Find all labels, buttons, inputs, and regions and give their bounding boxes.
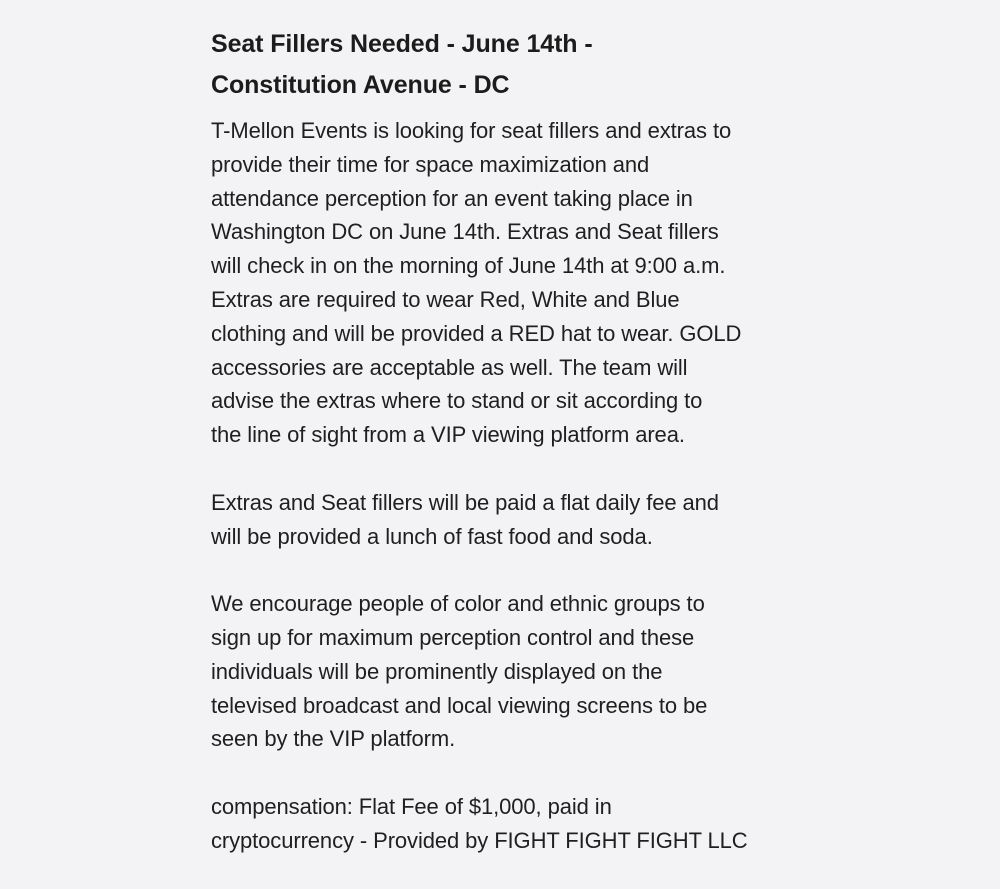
body-line: advise the extras where to stand or sit according to [211,388,703,414]
body-line: will check in on the morning of June 14th at 9:00 a.m. [211,253,726,279]
body-line: Extras and Seat fillers will be paid a flat daily fee and [211,489,719,515]
post-body-paragraph-intro [211,114,811,452]
post-title [211,24,811,106]
body-line: attendance perception for an event taking place in [211,185,693,211]
post-title-line: Constitution Avenue - DC [211,71,510,99]
post-title-line: Seat Fillers Needed - June 14th - [211,30,593,58]
post-body-paragraph-compensation [211,790,811,858]
post-content [211,24,811,858]
body-line: accessories are acceptable as well. The team will [211,354,688,380]
body-line: televised broadcast and local viewing screens to be [211,692,708,718]
body-line: Washington DC on June 14th. Extras and Seat fillers [211,219,719,245]
body-line: T-Mellon Events is looking for seat fillers and extras to [211,118,732,143]
body-line: Extras are required to wear Red, White and Blue [211,286,680,312]
body-line: the line of sight from a VIP viewing platform area. [211,422,685,448]
body-line: provide their time for space maximization and [211,151,650,177]
body-line: clothing and will be provided a RED hat to wear. GOLD [211,320,742,346]
post-body-paragraph-encouragement [211,587,811,756]
body-line: cryptocurrency - Provided by FIGHT FIGHT FIGHT LLC [211,827,748,853]
body-line: sign up for maximum perception control and these [211,624,695,650]
body-line: will be provided a lunch of fast food and soda. [211,523,653,549]
post-body-paragraph-payment [211,486,811,554]
body-line: seen by the VIP platform. [211,726,456,752]
body-line: We encourage people of color and ethnic groups to [211,591,705,617]
body-line: compensation: Flat Fee of $1,000, paid in [211,793,612,819]
body-line: individuals will be prominently displayed on the [211,658,663,684]
